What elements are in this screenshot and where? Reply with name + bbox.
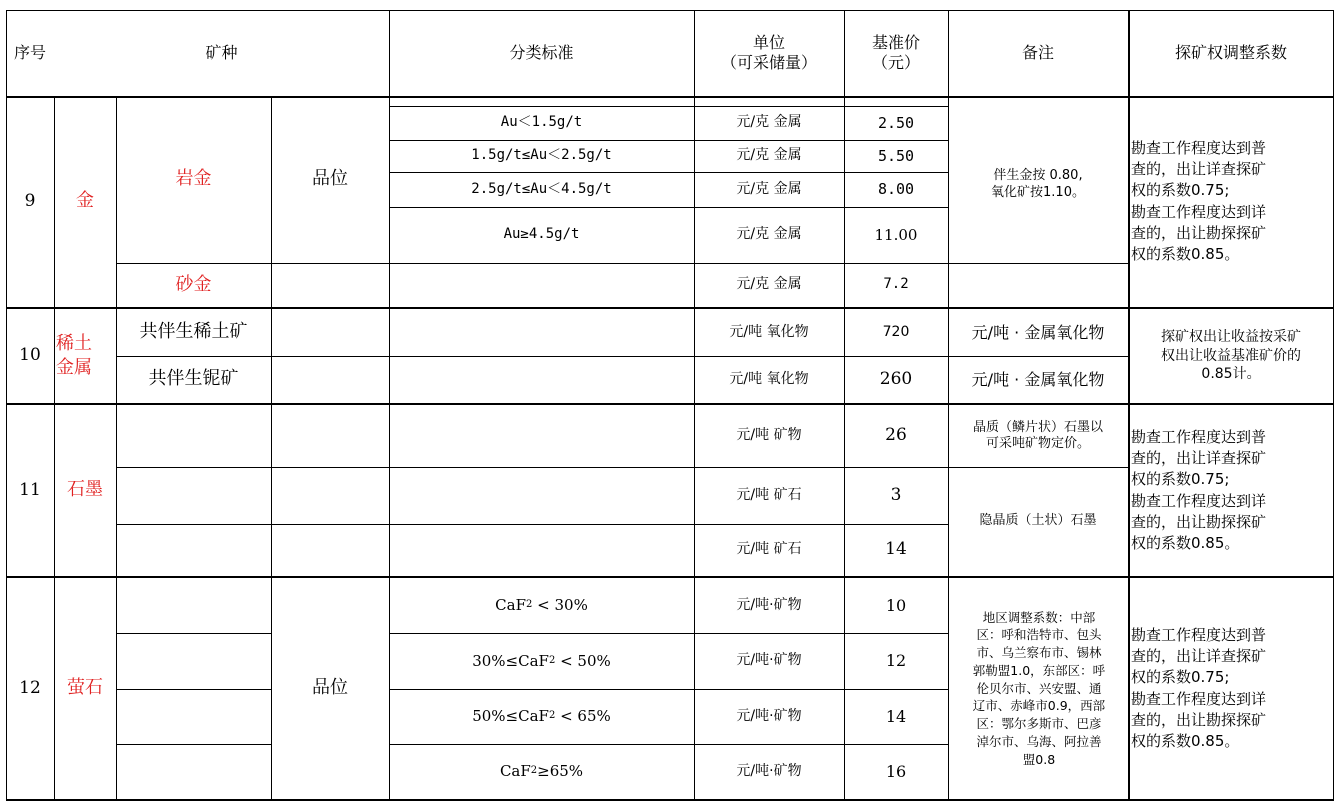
row9-sub-placer-gold: 砂金 [175,273,212,295]
row11-coef: 勘查工作程度达到普 查的，出让详查探矿 权的系数0.75; 勘查工作程度达到详 查的，出让勘探探矿 权的系数0.85。 [1131,427,1267,553]
header-note: 备注 [1021,43,1054,62]
row9-basis: 品位 [312,168,348,190]
header-mineral: 矿种 [205,43,238,62]
standard-text: 30%≤CaF [472,651,549,670]
row9-mineral: 金 [76,190,94,212]
row9-coef: 勘查工作程度达到普 查的，出让详查探矿 权的系数0.75; 勘查工作程度达到详 查的，出让勘探探矿 权的系数0.85。 [1131,138,1267,264]
header-unit: 单位 （可采储量） [720,33,817,72]
row11-price: 3 [890,484,902,505]
row10-coef: 探矿权出让收益按采矿 权出让收益基准矿价的 0.85计。 [1161,328,1301,383]
standard-subscript: 2 [526,599,533,611]
standard-text: < 65% [555,707,611,726]
standard-subscript: 2 [548,654,556,666]
row12-standard [389,744,694,799]
row12-price: 14 [885,706,907,726]
row12-unit: 元/吨·矿物 [736,652,802,669]
row9-standard: Au≥4.5g/t [503,226,580,243]
row10-note: 元/吨 · 金属氧化物 [971,322,1105,342]
row9-price: 11.00 [874,225,918,244]
row12-standard [389,633,694,689]
row12-price: 10 [885,595,907,615]
standard-subscript: 2 [548,710,556,722]
row12-basis: 品位 [312,677,348,699]
row10-sub: 共伴生稀土矿 [139,321,248,343]
row12-coef: 勘查工作程度达到普 查的，出让详查探矿 权的系数0.75; 勘查工作程度达到详 查的，出让勘探探矿 权的系数0.85。 [1131,625,1267,751]
row12-standard [389,689,694,744]
row10-price: 720 [882,323,910,340]
row11-note: 晶质（鳞片状）石墨以 可采吨矿物定价。 [972,419,1103,451]
row9-standard: Au＜1.5g/t [500,114,583,131]
row11-price: 26 [885,425,907,446]
row10-seq: 10 [19,345,41,366]
row9-sub-rock-gold: 岩金 [175,168,212,190]
row9-unit: 元/克 金属 [736,147,802,164]
standard-text: < 50% [555,651,611,670]
row11-unit: 元/吨 矿石 [736,486,802,503]
row9-unit: 元/克 金属 [736,226,802,243]
row11-seq: 11 [19,479,41,500]
row12-price: 16 [885,761,907,781]
row9-price: 5.50 [877,146,915,165]
row12-standard [389,578,694,633]
row9-note: 伴生金按 0.80, 氧化矿按1.10。 [991,168,1085,200]
h-rule [116,689,271,690]
row9-standard: 1.5g/t≤Au＜2.5g/t [471,147,612,164]
row12-price: 12 [885,651,907,670]
row12-unit: 元/吨·矿物 [736,707,802,724]
h-rule [116,744,271,745]
row9-price: 8.00 [877,180,915,199]
standard-text: ≥65% [537,762,584,781]
row11-unit: 元/吨 矿物 [736,427,802,444]
row11-note: 隐晶质（土状）石墨 [979,513,1097,529]
standard-text: CaF [495,596,526,615]
row12-unit: 元/吨·矿物 [736,762,802,779]
header-seq: 序号 [13,43,46,62]
row12-unit: 元/吨·矿物 [736,596,802,613]
row10-sub: 共伴生铌矿 [148,368,239,390]
standard-text: < 30% [532,596,588,615]
header-price: 基准价 （元） [871,33,920,72]
row9-unit: 元/克 金属 [736,276,802,293]
row9-price: 2.50 [877,113,915,132]
row11-price: 14 [885,539,907,560]
row10-mineral: 稀土 金属 [56,332,92,378]
h-rule [6,799,1334,801]
row12-note: 地区调整系数：中部 区：呼和浩特市、包头 市、乌兰察布市、锡林 郭勒盟1.0，东部区：呼 伦贝尔市、兴安盟、通 辽市、赤峰市0.9，西部 区：鄂尔多斯市、巴彦 淖尔市、乌海、阿拉善 盟0.8 [972,609,1106,767]
row12-seq: 12 [19,677,41,698]
header-standard: 分类标准 [509,43,574,62]
standard-text: 50%≤CaF [472,707,549,726]
row9-unit: 元/克 金属 [736,114,802,131]
row10-unit: 元/吨 氧化物 [729,323,809,340]
row9-unit: 元/克 金属 [736,180,802,197]
row9-seq: 9 [24,190,36,211]
standard-subscript: 2 [530,765,538,777]
row12-mineral: 萤石 [67,677,103,699]
row11-unit: 元/吨 矿石 [736,541,802,558]
header-coef: 探矿权调整系数 [1174,43,1287,62]
row9-standard: 2.5g/t≤Au＜4.5g/t [471,180,612,197]
row9-price: 7.2 [883,276,909,293]
row10-note: 元/吨 · 金属氧化物 [971,369,1105,389]
h-rule [116,633,271,634]
row10-unit: 元/吨 氧化物 [729,370,809,387]
standard-text: CaF [499,762,531,781]
row11-mineral: 石墨 [67,479,103,501]
row10-price: 260 [879,368,913,389]
